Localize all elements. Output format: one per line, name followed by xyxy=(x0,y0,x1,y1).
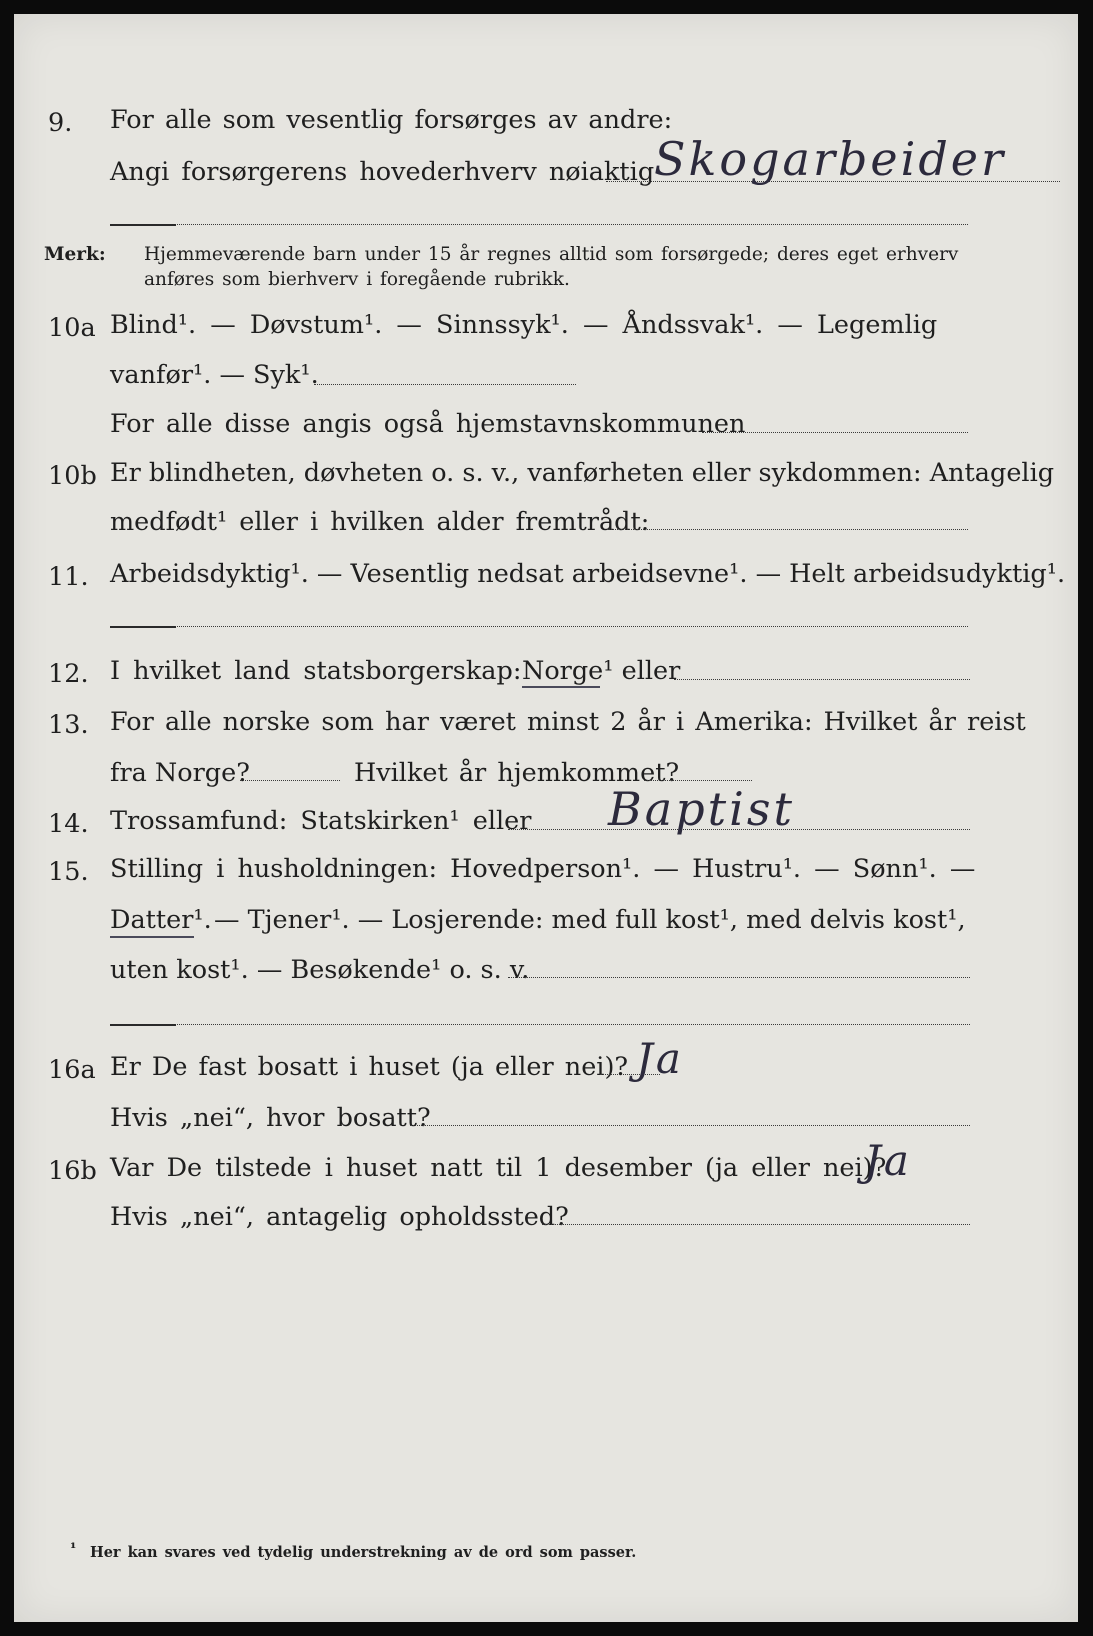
q13-line2b: Hvilket år hjemkommet? xyxy=(354,758,680,788)
q15-datter-underline xyxy=(110,936,194,938)
q12-answer-line xyxy=(674,679,970,680)
census-form-page xyxy=(14,14,1078,1622)
q9-number: 9. xyxy=(48,108,73,138)
q16b-number: 16b xyxy=(48,1156,97,1186)
q16b-line1: Var De tilstede i huset natt til 1 desember (ja eller nei)? xyxy=(110,1153,887,1183)
q15-line2b: — Tjener¹. — Losjerende: med full kost¹, med delvis kost¹, xyxy=(214,905,966,935)
q12-norge-underline xyxy=(522,686,600,688)
q14-text: Trossamfund: Statskirken¹ eller xyxy=(110,806,532,836)
q9-line2: Angi forsørgerens hovederhverv nøiaktig xyxy=(110,157,655,187)
q10a-kommune-line xyxy=(702,432,968,433)
q16a-bosatt-line xyxy=(410,1125,970,1126)
footnote-mark: ¹ xyxy=(70,1540,77,1557)
merk-label: Merk: xyxy=(44,244,106,265)
q11-line1: Arbeidsdyktig¹. — Vesentlig nedsat arbeidsevne¹. — Helt arbeidsudyktig¹. xyxy=(110,559,1066,589)
q13-number: 13. xyxy=(48,710,89,740)
q16b-answer-line xyxy=(542,1224,970,1225)
q15-line1: Stilling i husholdningen: Hovedperson¹. — Hustru¹. — Sønn¹. — xyxy=(110,854,976,884)
q11-number: 11. xyxy=(48,562,89,592)
q9-extra-line xyxy=(110,224,968,225)
q10a-line3: For alle disse angis også hjemstavnskommunen xyxy=(110,409,746,439)
q11-answer-line xyxy=(110,626,968,627)
q10b-number: 10b xyxy=(48,461,97,491)
q13-hjemkommet-line xyxy=(644,780,752,781)
q14-answer-handwriting[interactable]: Baptist xyxy=(608,782,795,836)
q15-line2a: Datter¹. xyxy=(110,905,212,935)
q9-answer-handwriting[interactable]: Skogarbeider xyxy=(654,132,1006,186)
q15-answer-line xyxy=(508,977,970,978)
q13-reist-line xyxy=(240,780,340,781)
q10a-syk-line xyxy=(314,384,576,385)
footnote-text: Her kan svares ved tydelig understrekning av de ord som passer. xyxy=(90,1544,637,1561)
q10a-line2: vanfør¹. — Syk¹. xyxy=(110,360,319,390)
q16a-number: 16a xyxy=(48,1055,96,1085)
q14-number: 14. xyxy=(48,809,89,839)
q12-number: 12. xyxy=(48,659,89,689)
q13-line2a: fra Norge? xyxy=(110,758,250,788)
q12-option: Norge¹ eller xyxy=(522,656,681,686)
q10b-line2: medfødt¹ eller i hvilken alder fremtrådt: xyxy=(110,507,650,537)
q10b-line1: Er blindheten, døvheten o. s. v., vanførheten eller sykdommen: Antagelig xyxy=(110,458,1055,488)
q15-line3: uten kost¹. — Besøkende¹ o. s. v. xyxy=(110,955,530,985)
q9-line1: For alle som vesentlig forsørges av andre: xyxy=(110,105,673,135)
q10a-line1: Blind¹. — Døvstum¹. — Sinnssyk¹. — Åndssvak¹. — Legemlig xyxy=(110,310,938,340)
q12-text: I hvilket land statsborgerskap: xyxy=(110,656,522,686)
q13-line1: For alle norske som har været minst 2 år i Amerika: Hvilket år reist xyxy=(110,707,1026,737)
q16a-answer-handwriting[interactable]: Ja xyxy=(636,1034,684,1083)
q16a-line2: Hvis „nei“, hvor bosatt? xyxy=(110,1103,431,1133)
merk-line2: anføres som bierhverv i foregående rubrikk. xyxy=(144,269,570,290)
q16b-line2: Hvis „nei“, antagelig opholdssted? xyxy=(110,1202,569,1232)
q10b-answer-line xyxy=(608,529,968,530)
merk-line1: Hjemmeværende barn under 15 år regnes alltid som forsørgede; deres eget erhverv xyxy=(144,244,959,265)
q10a-number: 10a xyxy=(48,313,96,343)
q16b-answer-handwriting[interactable]: Ja xyxy=(864,1136,912,1185)
q15-number: 15. xyxy=(48,857,89,887)
q15-extra-line xyxy=(110,1024,970,1025)
q16a-line1: Er De fast bosatt i huset (ja eller nei)? xyxy=(110,1052,629,1082)
